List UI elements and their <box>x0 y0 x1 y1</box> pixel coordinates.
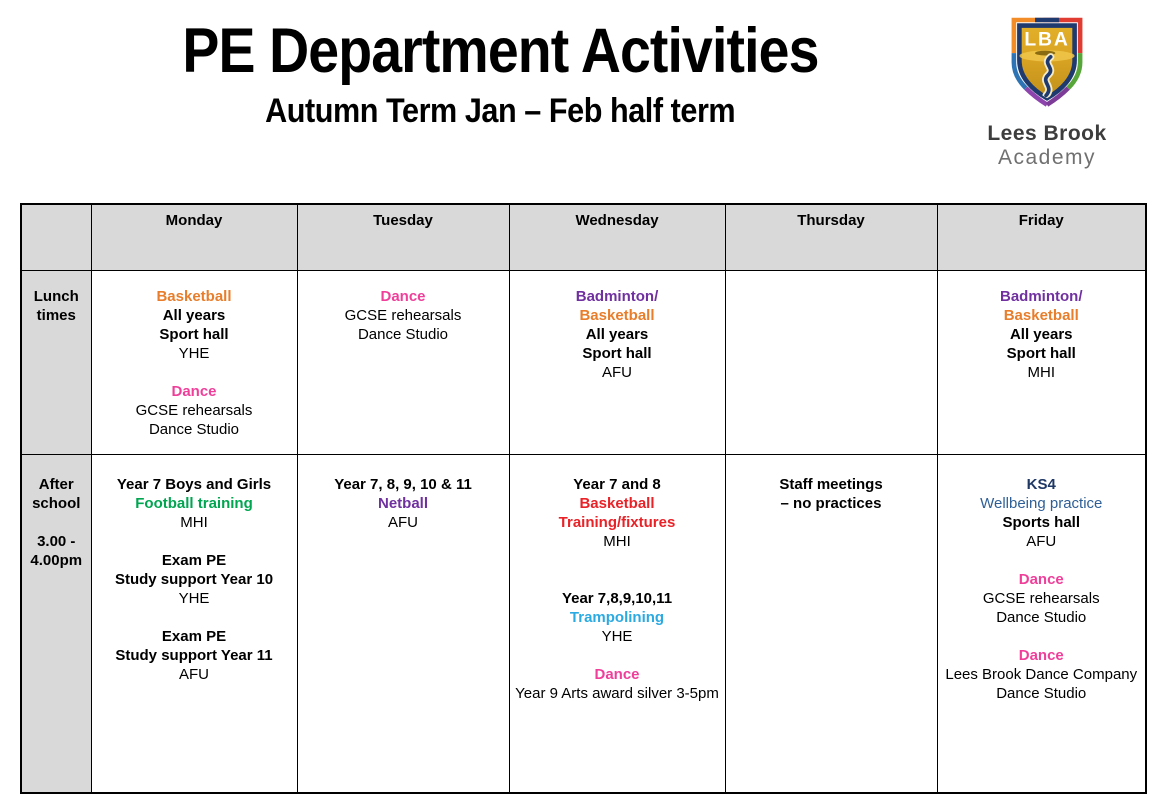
schedule-row-after-school <box>21 455 1146 794</box>
day-header-tuesday: Tuesday <box>297 204 509 271</box>
row-label-line: 3.00 - <box>37 533 76 550</box>
row-label-line <box>22 513 91 532</box>
row-label-line: 4.00pm <box>30 552 83 569</box>
activity-line <box>92 532 297 551</box>
corner-cell <box>21 204 91 271</box>
activity-line: Sports hall <box>1002 514 1080 531</box>
activity-line <box>510 551 725 570</box>
activity-line <box>510 570 725 589</box>
activity-line: Sport hall <box>582 345 652 362</box>
activity-line: Football training <box>135 495 253 512</box>
activity-line: Wellbeing practice <box>980 495 1103 512</box>
activity-line: All years <box>162 307 226 324</box>
activity-line: AFU <box>602 364 632 381</box>
day-header-monday: Monday <box>91 204 297 271</box>
activity-line: GCSE rehearsals <box>344 307 462 324</box>
activity-line: Staff meetings <box>779 476 883 493</box>
activity-line: Basketball <box>579 495 655 512</box>
row-label-line: times <box>36 307 76 324</box>
activity-line: Sport hall <box>159 326 229 343</box>
day-header-thursday: Thursday <box>725 204 937 271</box>
activity-line <box>938 551 1146 570</box>
day-header-wednesday: Wednesday <box>509 204 725 271</box>
activity-line: Netball <box>377 495 428 512</box>
activity-line: GCSE rehearsals <box>982 590 1100 607</box>
activity-line: Badminton/ <box>575 288 659 305</box>
activity-line: All years <box>585 326 649 343</box>
activity-line: Year 7 and 8 <box>573 476 661 493</box>
activity-line: Year 7, 8, 9, 10 & 11 <box>334 476 472 493</box>
activity-line <box>938 627 1146 646</box>
activity-line: Lees Brook Dance Company <box>945 666 1138 683</box>
activity-line: MHI <box>1027 364 1055 381</box>
activity-line: Dance Studio <box>357 326 449 343</box>
activity-line: YHE <box>601 628 633 645</box>
cell-after-school-thursday <box>725 455 937 794</box>
activity-line: Dance Studio <box>996 685 1087 702</box>
activity-line: YHE <box>178 590 210 607</box>
activity-line: Sport hall <box>1006 345 1076 362</box>
activity-line <box>92 363 297 382</box>
activity-line: Trampolining <box>569 609 665 626</box>
activity-line: AFU <box>388 514 418 531</box>
cell-after-school-tuesday <box>297 455 509 794</box>
activity-line: MHI <box>180 514 208 531</box>
activity-line: Dance <box>380 288 426 305</box>
cell-after-school-wednesday <box>509 455 725 794</box>
schedule-table <box>20 203 1147 794</box>
activity-line: Dance <box>1018 571 1064 588</box>
activity-line: Study support Year 11 <box>115 647 273 664</box>
activity-line: Exam PE <box>161 552 227 569</box>
activity-line: Badminton/ <box>1000 288 1083 305</box>
logo-monogram: LBA <box>1024 29 1070 51</box>
cell-lunch-wednesday <box>509 271 725 455</box>
activity-line: Year 7 Boys and Girls <box>116 476 272 493</box>
activity-line: Dance <box>171 383 217 400</box>
cell-lunch-monday <box>91 271 297 455</box>
row-label-after-school <box>21 455 91 794</box>
activity-line: Basketball <box>156 288 232 305</box>
cell-after-school-friday <box>937 455 1146 794</box>
activity-line: Basketball <box>1003 307 1079 324</box>
activity-line: Exam PE <box>161 628 227 645</box>
cell-lunch-thursday <box>725 271 937 455</box>
shield-icon <box>1001 14 1093 118</box>
row-label-line: After <box>38 476 74 493</box>
school-name-line1: Lees Brook <box>987 122 1107 145</box>
schedule-body <box>21 271 1146 794</box>
activity-line: Dance <box>1018 647 1064 664</box>
activity-line: Year 7,8,9,10,11 <box>561 590 673 607</box>
row-label-lunch <box>21 271 91 455</box>
page-title: PE Department Activities <box>181 16 819 86</box>
activity-line: MHI <box>603 533 631 550</box>
activity-line: Training/fixtures <box>558 514 676 531</box>
schedule-row-lunch <box>21 271 1146 455</box>
activity-line: AFU <box>1026 533 1057 550</box>
activity-line: All years <box>1009 326 1073 343</box>
activity-line <box>92 608 297 627</box>
activity-line: AFU <box>179 666 209 683</box>
activity-line: YHE <box>178 345 210 362</box>
day-header-friday: Friday <box>937 204 1146 271</box>
school-logo <box>972 14 1122 170</box>
activity-line: Dance Studio <box>148 421 240 438</box>
activity-line: Year 9 Arts award silver 3-5pm <box>515 685 719 702</box>
cell-lunch-tuesday <box>297 271 509 455</box>
cell-lunch-friday <box>937 271 1146 455</box>
activity-line: Basketball <box>579 307 655 324</box>
activity-line: KS4 <box>1026 476 1056 493</box>
page-subtitle: Autumn Term Jan – Feb half term <box>264 92 736 131</box>
day-header-row <box>21 204 1146 271</box>
row-label-line: school <box>32 495 81 512</box>
activity-line <box>510 646 725 665</box>
activity-line: Study support Year 10 <box>114 571 274 588</box>
activity-line: Dance Studio <box>996 609 1087 626</box>
page-header <box>0 18 1000 131</box>
row-label-line: Lunch <box>33 288 79 305</box>
activity-line: Dance <box>594 666 640 683</box>
activity-line: GCSE rehearsals <box>135 402 253 419</box>
cell-after-school-monday <box>91 455 297 794</box>
school-name-line2: Academy <box>997 146 1097 169</box>
activity-line: – no practices <box>780 495 882 512</box>
